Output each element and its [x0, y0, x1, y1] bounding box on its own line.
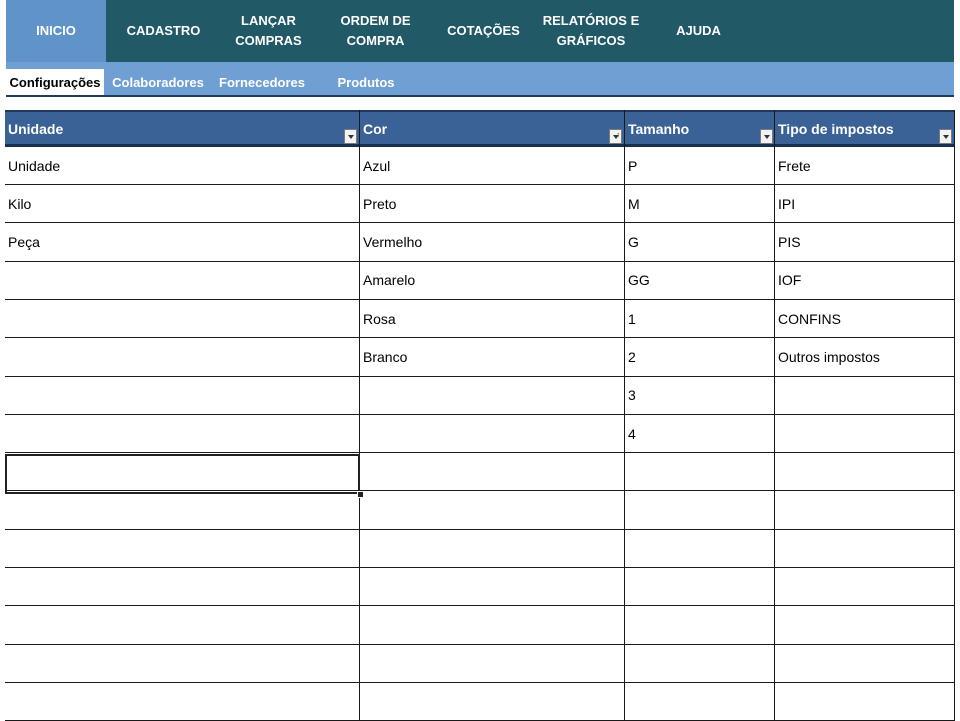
- cell-value: PIS: [778, 234, 801, 251]
- table-cell[interactable]: [775, 262, 955, 299]
- table-header-row: [5, 110, 955, 147]
- table-row: [5, 415, 955, 453]
- table-cell[interactable]: [625, 492, 775, 529]
- filter-dropdown-icon[interactable]: [939, 129, 952, 144]
- cell-value: CONFINS: [778, 310, 841, 327]
- table-cell[interactable]: [5, 683, 360, 720]
- table-cell[interactable]: [5, 568, 360, 605]
- table-cell[interactable]: [5, 607, 360, 644]
- nav-item-ajuda[interactable]: AJUDA: [676, 23, 721, 38]
- table-cell[interactable]: [360, 568, 625, 605]
- nav-item-lancar-compras[interactable]: LANÇAR COMPRAS: [235, 13, 302, 48]
- table-cell[interactable]: [625, 607, 775, 644]
- table-cell[interactable]: [5, 339, 360, 376]
- table-row: [5, 224, 955, 262]
- table-row: [5, 607, 955, 645]
- table-cell[interactable]: [775, 492, 955, 529]
- table-cell[interactable]: [775, 224, 955, 261]
- table-cell[interactable]: [360, 530, 625, 567]
- cell-value: GG: [628, 272, 650, 289]
- nav-item-inicio[interactable]: INICIO: [6, 0, 106, 62]
- table-row: [5, 300, 955, 338]
- cell-value: 4: [628, 425, 636, 442]
- table-row: [5, 645, 955, 683]
- header-tamanho: Tamanho: [625, 112, 775, 146]
- table-cell[interactable]: [5, 300, 360, 337]
- table-cell[interactable]: [625, 300, 775, 337]
- table-cell[interactable]: [625, 185, 775, 222]
- table-row: [5, 185, 955, 223]
- column-divider: [359, 110, 360, 720]
- cell-value: Kilo: [8, 195, 32, 212]
- nav-item-cadastro[interactable]: CADASTRO: [126, 23, 201, 38]
- column-divider: [624, 110, 625, 720]
- table-cell[interactable]: [360, 645, 625, 682]
- table-cell[interactable]: [625, 262, 775, 299]
- cell-value: IOF: [778, 272, 802, 289]
- cell-value: Frete: [778, 157, 811, 174]
- cell-value: Amarelo: [363, 272, 416, 289]
- table-row: [5, 683, 955, 721]
- filter-dropdown-icon[interactable]: [760, 129, 773, 144]
- table-cell[interactable]: [5, 492, 360, 529]
- table-cell[interactable]: [360, 377, 625, 414]
- table-row: [5, 262, 955, 300]
- table-cell[interactable]: [360, 300, 625, 337]
- table-cell[interactable]: [360, 185, 625, 222]
- table-cell[interactable]: [5, 377, 360, 414]
- tab-colaboradores[interactable]: Colaboradores: [112, 74, 204, 90]
- table-cell[interactable]: [5, 415, 360, 452]
- table-cell[interactable]: [775, 147, 955, 184]
- table-cell[interactable]: [625, 339, 775, 376]
- tab-produtos[interactable]: Produtos: [337, 74, 395, 90]
- table-cell[interactable]: [360, 415, 625, 452]
- table-cell[interactable]: [360, 683, 625, 720]
- main-nav: [6, 0, 954, 62]
- table-cell[interactable]: [775, 453, 955, 490]
- table-cell[interactable]: [360, 339, 625, 376]
- cell-value: Branco: [363, 349, 408, 365]
- cell-value: Peça: [8, 234, 40, 251]
- cell-value: M: [628, 195, 640, 212]
- table-cell[interactable]: [775, 185, 955, 222]
- nav-item-cotacoes[interactable]: COTAÇÕES: [447, 23, 520, 38]
- tab-configuracoes[interactable]: Configurações: [6, 69, 104, 95]
- table-row: [5, 339, 955, 377]
- table-row: [5, 377, 955, 415]
- header-unidade: Unidade: [5, 112, 360, 146]
- table-cell[interactable]: [775, 607, 955, 644]
- tab-fornecedores[interactable]: Fornecedores: [219, 74, 305, 90]
- header-cor: Cor: [360, 112, 625, 146]
- header-tipo-de-impostos: Tipo de impostos: [778, 121, 894, 137]
- table-cell[interactable]: [625, 377, 775, 414]
- filter-dropdown-icon[interactable]: [344, 129, 357, 144]
- cell-value: Preto: [363, 195, 397, 212]
- table-cell[interactable]: [625, 224, 775, 261]
- cell-value: 3: [628, 387, 636, 404]
- table-cell[interactable]: [5, 147, 360, 184]
- column-divider: [774, 110, 775, 720]
- table-cell[interactable]: [625, 683, 775, 720]
- table-cell[interactable]: [775, 415, 955, 452]
- table-row: [5, 568, 955, 606]
- cell-value: 2: [628, 349, 636, 365]
- table-cell[interactable]: [775, 377, 955, 414]
- table-cell[interactable]: [5, 185, 360, 222]
- table-cell[interactable]: [360, 607, 625, 644]
- sort-filter-icon[interactable]: ↑: [609, 129, 622, 144]
- table-cell[interactable]: [5, 645, 360, 682]
- cell-value: Rosa: [363, 310, 396, 327]
- nav-item-ordem-de-compra[interactable]: ORDEM DE COMPRA: [340, 13, 411, 48]
- table-cell[interactable]: [625, 645, 775, 682]
- table-cell[interactable]: [625, 453, 775, 490]
- subnav-divider: [6, 95, 954, 97]
- table-cell[interactable]: [360, 453, 625, 490]
- table-cell[interactable]: [625, 415, 775, 452]
- table-cell[interactable]: [360, 262, 625, 299]
- table-cell[interactable]: [625, 530, 775, 567]
- table-cell[interactable]: [360, 147, 625, 184]
- table-row: [5, 492, 955, 530]
- config-table: [5, 110, 955, 720]
- selected-cell[interactable]: [5, 454, 360, 494]
- cell-value: 1: [628, 310, 636, 327]
- table-cell[interactable]: [360, 492, 625, 529]
- cell-value: Azul: [363, 157, 391, 174]
- cell-value: P: [628, 157, 638, 174]
- fill-handle[interactable]: [357, 491, 364, 498]
- table-cell[interactable]: [625, 568, 775, 605]
- table-cell[interactable]: [775, 300, 955, 337]
- table-cell[interactable]: [360, 224, 625, 261]
- table-cell[interactable]: [5, 530, 360, 567]
- table-cell[interactable]: [775, 683, 955, 720]
- cell-value: Unidade: [8, 157, 61, 174]
- cell-value: Outros impostos: [778, 349, 880, 365]
- table-cell[interactable]: [775, 645, 955, 682]
- table-cell[interactable]: [775, 339, 955, 376]
- table-cell[interactable]: [775, 568, 955, 605]
- table-cell[interactable]: [5, 262, 360, 299]
- cell-value: IPI: [778, 195, 796, 212]
- table-cell[interactable]: [5, 224, 360, 261]
- table-cell[interactable]: [775, 530, 955, 567]
- cell-value: G: [628, 234, 639, 251]
- sub-nav: [6, 62, 954, 95]
- table-cell[interactable]: [625, 147, 775, 184]
- table-row: [5, 147, 955, 185]
- nav-item-relatorios-graficos[interactable]: RELATÓRIOS E GRÁFICOS: [542, 13, 640, 48]
- column-divider: [954, 110, 955, 720]
- table-row: [5, 530, 955, 568]
- cell-value: Vermelho: [363, 234, 423, 251]
